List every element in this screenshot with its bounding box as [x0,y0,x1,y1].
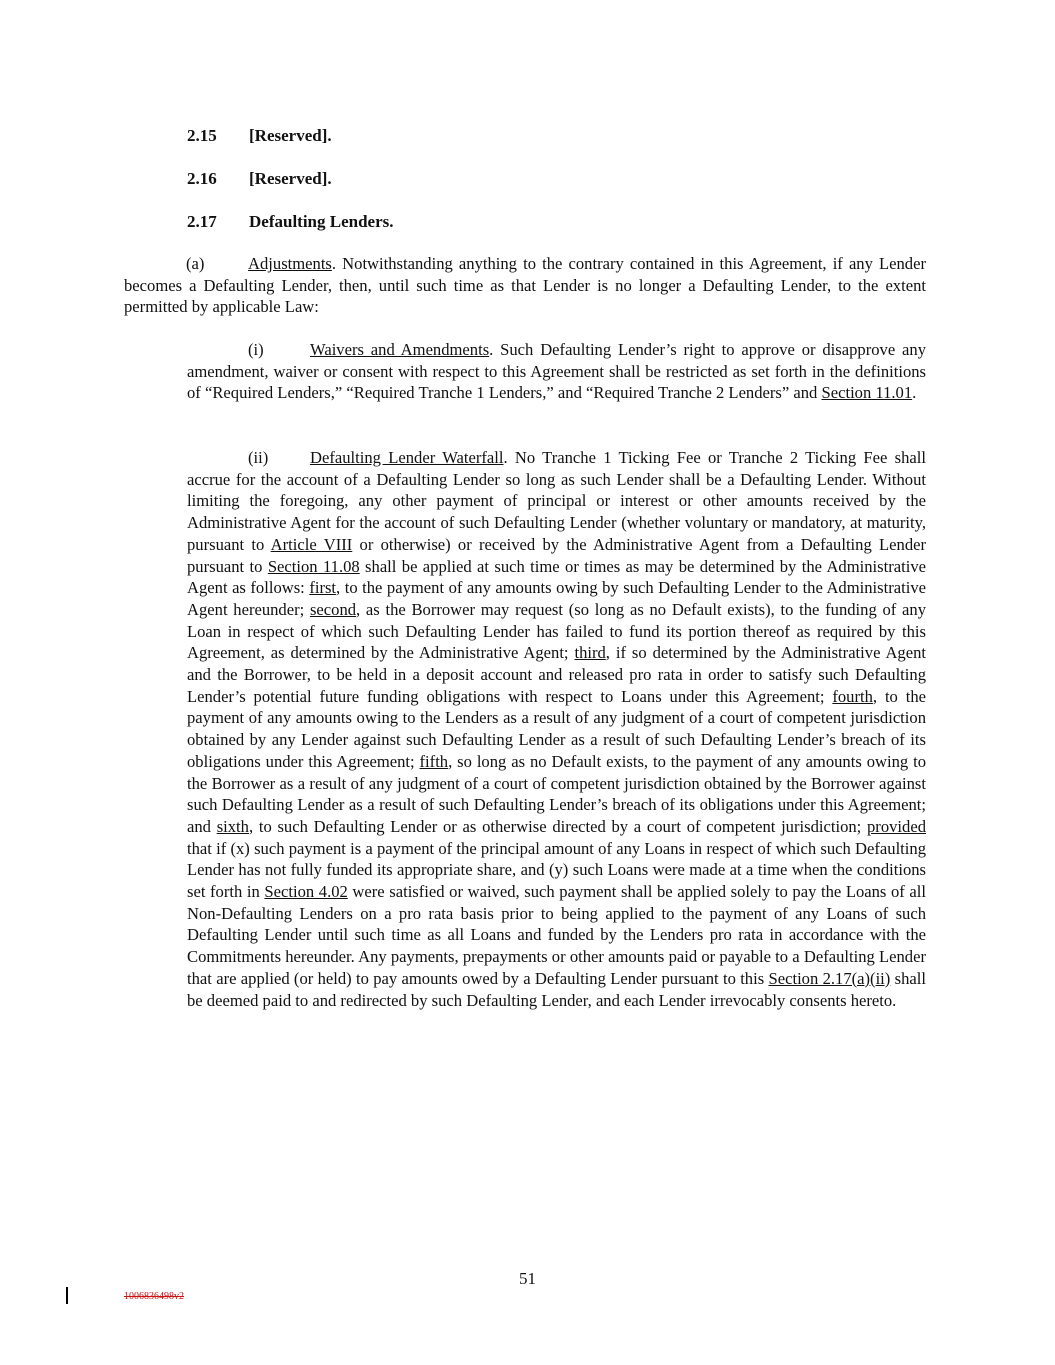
cross-reference: Section 4.02 [264,882,348,902]
paragraph-text: . Such Defaulting Lender’s right to approve or disapprove any amendment, waiver or consent with respect to this Agreement shall be restricted as set forth in the definitions of “Required Lenders,” “Required Tranche 1 Lenders,” and “Required Tranche 2 Lenders” and [187,340,926,403]
cross-reference: Section 11.08 [267,556,360,576]
cross-reference: Article VIII [270,534,353,554]
paragraph-text: , to the payment of any amounts owing by such Defaulting Lender to the Administrative Agent hereunder; [187,578,926,619]
section-title: Defaulting Lenders. [249,212,394,231]
paragraph-text: . [912,383,917,403]
paragraph-heading: Adjustments [248,254,332,273]
paragraph-heading: Waivers and Amendments [310,340,490,359]
paragraph-label: (a) [186,254,205,273]
defined-term: third [574,643,606,663]
paragraph-a [124,253,926,318]
defined-term: second [309,599,357,619]
defined-term: fifth [419,751,449,771]
defined-term: first [309,578,337,598]
paragraph-text: shall be applied at such time or times as may be determined by the Administrative Agent as follows: [187,556,926,598]
paragraph-text: . No Tranche 1 Ticking Fee or Tranche 2 Ticking Fee shall accrue for the account of a Defaulting Lender so long as such Lender shall be a Defaulting Lender. Without limiting the foregoing, any other payment of principal or interest or other amounts received by the Administrative Agent for the account of such Defaulting Lender (whether voluntary or mandatory, at maturity, pursuant to [187,448,926,554]
paragraph-text: shall be deemed paid to and redirected by such Defaulting Lender, and each Lender irrevocably consents hereto. [187,968,926,1010]
paragraph-text: , to such Defaulting Lender or as otherwise directed by a court of competent jurisdiction; [248,816,867,836]
paragraph-text: , to the payment of any amounts owing to the Lenders as a result of any judgment of a court of competent jurisdiction obtained by any Lender against such Defaulting Lender as a result of such Defaulting Lender’s breach of its obligations under this Agreement; [187,686,927,771]
section-number: 2.17 [187,212,217,231]
section-number: 2.15 [187,126,217,145]
paragraph-heading: Defaulting Lender Waterfall [310,448,504,467]
change-bar [66,1287,68,1304]
defined-term: sixth [216,816,249,836]
paragraph-text: were satisfied or waived, such payment shall be applied solely to pay the Loans of all Non-Defaulting Lenders on a pro rata basis prior to being applied to the payment of any Loans of such Defaulting Lender until such time as all Loans and funded by the Lenders pro rata in accordance with the Commitments hereunder. Any payments, prepayments or other amounts paid or payable to a Defaulting Lender that are applied (or held) to pay amounts owed by a Defaulting Lender pursuant to this [187,882,927,988]
cross-reference: Section 2.17(a)(ii) [768,968,891,988]
page-number: 51 [519,1269,536,1288]
paragraph-text: . Notwithstanding anything to the contrary contained in this Agreement, if any Lender becomes a Defaulting Lender, then, until such time as that Lender is no longer a Defaulting Lender, to the extent permitted by applicable Law: [124,254,926,317]
section-number: 2.16 [187,169,217,188]
section-heading-2-15 [187,126,332,146]
section-title: [Reserved]. [249,169,332,188]
paragraph-text: or otherwise) or received by the Administrative Agent from a Defaulting Lender pursuant to [187,534,927,576]
section-title: [Reserved]. [249,126,332,145]
paragraph-text: that if (x) such payment is a payment of the principal amount of any Loans in respect of which such Defaulting Lender has not fully funded its appropriate share, and (y) such Loans were made at a time when the conditions set forth in [187,838,926,902]
paragraph-label: (i) [248,340,264,359]
section-heading-2-16 [187,169,332,189]
paragraph-text: , if so determined by the Administrative Agent and the Borrower, to be held in a deposit account and released pro rata in order to satisfy such Defaulting Lender’s potential future funding obligations with respect to Loans under this Agreement; [187,643,926,706]
defined-term: fourth [832,686,873,706]
document-id: 1006836498v2 [124,1291,184,1302]
paragraph-text: , as the Borrower may request (so long as no Default exists), to the funding of any Loan in respect of which such Defaulting Lender has failed to fund its portion thereof as required by this Agreement, as determined by the Administrative Agent; [187,599,926,663]
paragraph-text: , so long as no Default exists, to the payment of any amounts owing to the Borrower as a result of any judgment of a court of competent jurisdiction obtained by the Borrower against such Defaulting Lender as a result of such Defaulting Lender’s breach of its obligations under this Agreement; and [187,751,926,836]
paragraph-ii [187,447,926,1011]
section-heading-2-17 [187,212,394,232]
cross-reference: Section 11.01 [821,383,913,403]
defined-term: provided [867,816,926,836]
paragraph-label: (ii) [248,448,269,467]
paragraph-i [187,339,926,404]
